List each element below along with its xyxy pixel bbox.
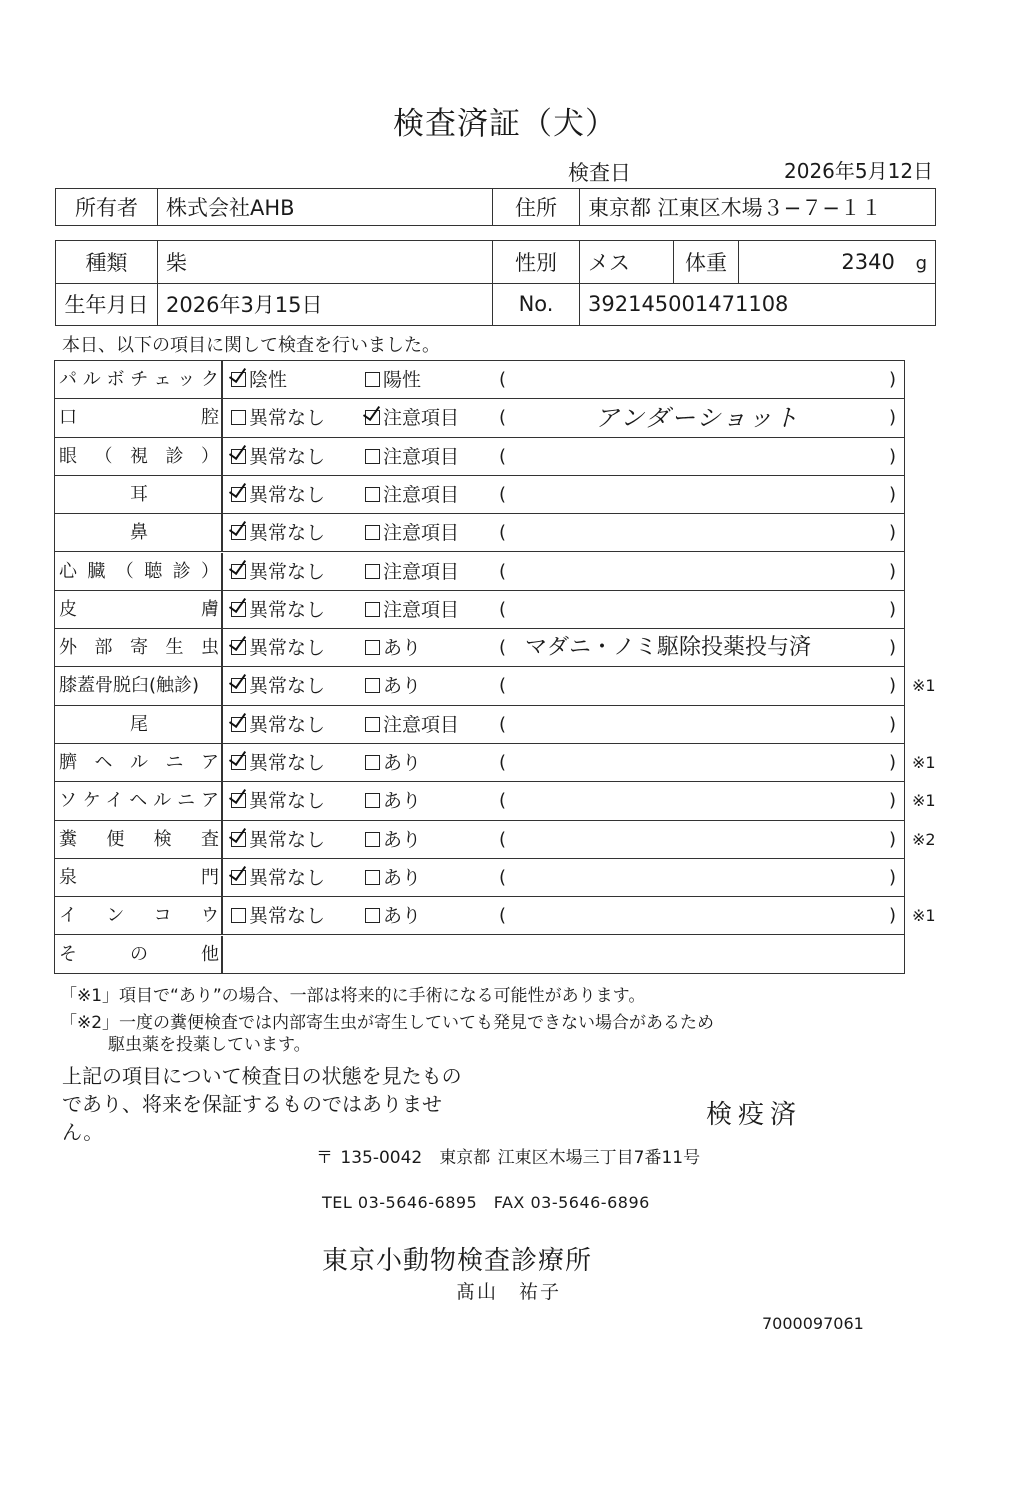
- option-label: 異常なし: [249, 752, 326, 774]
- note-open-paren: (: [499, 866, 507, 888]
- checked-box-icon[interactable]: [231, 870, 246, 885]
- inspection-row: [55, 821, 936, 859]
- column-divider: [221, 782, 223, 819]
- exam-date-value: 2026年5月12日: [784, 159, 934, 183]
- note-close-paren: ): [889, 866, 897, 888]
- option-first: [231, 476, 325, 514]
- row-label: [59, 859, 219, 897]
- inspection-row: [55, 361, 904, 399]
- checked-box-icon[interactable]: [231, 640, 246, 655]
- column-divider: [221, 361, 223, 398]
- option-second: [365, 782, 421, 820]
- certificate-title: 検査済証（犬）: [393, 106, 617, 142]
- checked-box-icon[interactable]: [231, 449, 246, 464]
- checked-box-icon[interactable]: [231, 832, 246, 847]
- option-first: [231, 361, 287, 399]
- row-label-start: 皮: [59, 598, 77, 620]
- owner-table: [55, 188, 936, 226]
- owner-label: 所有者: [56, 189, 158, 226]
- note-close-paren: ): [889, 598, 897, 620]
- intro-text: 本日、以下の項目に関して検査を行いました。: [62, 335, 440, 356]
- birth-label: 生年月日: [56, 283, 158, 326]
- inspection-row: [55, 782, 936, 820]
- option-label: 陽性: [383, 369, 422, 391]
- pet-table: [55, 240, 936, 326]
- note-close-paren: ): [889, 522, 897, 544]
- inspection-row: [55, 744, 936, 782]
- option-second: [365, 667, 421, 705]
- row-label: インコウ: [59, 905, 219, 927]
- breed-label: 種類: [56, 241, 158, 284]
- row-label: [59, 591, 219, 629]
- option-second: [365, 629, 421, 667]
- note-open-paren: (: [499, 407, 507, 429]
- column-divider: [221, 629, 223, 666]
- birth-value: 2026年3月15日: [158, 283, 493, 326]
- footnote-2-continued: 駆虫薬を投薬しています。: [108, 1035, 311, 1055]
- row-label-start: 泉: [59, 866, 77, 888]
- note-close-paren: ): [889, 828, 897, 850]
- footnote-2: 「※2」一度の糞便検査では内部寄生虫が寄生していても発見できない場合があるため: [60, 1013, 715, 1033]
- sex-label: 性別: [493, 241, 580, 284]
- option-label: 異常なし: [249, 445, 326, 468]
- footnote-1: 「※1」項目で“あり”の場合、一部は将来的に手術になる可能性があります。: [60, 986, 646, 1006]
- checked-box-icon[interactable]: [231, 525, 246, 540]
- option-second: [365, 361, 421, 399]
- note-open-paren: (: [499, 752, 507, 773]
- note-open-paren: (: [499, 560, 507, 582]
- option-label: 異常なし: [249, 866, 326, 889]
- row-label: 眼（視診）: [59, 445, 219, 467]
- row-label: パルボチェック: [59, 369, 219, 390]
- option-label: あり: [383, 828, 422, 851]
- option-label: あり: [383, 675, 422, 698]
- note-close-paren: ): [889, 445, 897, 467]
- exam-date-label: 検査日: [568, 161, 631, 185]
- row-label-start: 口: [59, 407, 77, 429]
- option-first: [231, 897, 325, 935]
- number-value: 392145001471108: [580, 283, 936, 326]
- inspection-row: [55, 514, 904, 552]
- inspection-row: [55, 897, 936, 935]
- note-open-paren: (: [499, 445, 507, 467]
- checkbox-icon[interactable]: [365, 793, 380, 808]
- option-first: [231, 782, 325, 820]
- option-label: 注意項目: [383, 407, 460, 430]
- veterinarian-name: 髙山 祐子: [456, 1281, 562, 1303]
- note-open-paren: (: [499, 369, 507, 390]
- option-first: [231, 514, 325, 552]
- inspection-row: [55, 399, 904, 437]
- column-divider: [221, 821, 223, 858]
- checked-box-icon[interactable]: [231, 487, 246, 502]
- column-divider: [221, 476, 223, 513]
- column-divider: [221, 399, 223, 436]
- inspection-row: [55, 629, 904, 667]
- note-open-paren: (: [499, 790, 507, 812]
- column-divider: [221, 591, 223, 628]
- option-label: 異常なし: [249, 713, 326, 736]
- note-close-paren: ): [889, 675, 897, 697]
- option-first: [231, 553, 325, 591]
- checkbox-icon[interactable]: [365, 717, 380, 732]
- option-second: [365, 514, 459, 552]
- footnote-mark: ※1: [912, 791, 936, 811]
- inspection-row: [55, 591, 904, 629]
- inspection-row: [55, 476, 904, 514]
- column-divider: [221, 667, 223, 704]
- checkbox-icon[interactable]: [365, 870, 380, 885]
- row-label: 膝蓋骨脱臼(触診): [59, 675, 200, 697]
- note-open-paren: (: [499, 522, 507, 544]
- option-second: [365, 553, 459, 591]
- option-label: 異常なし: [249, 598, 326, 621]
- checkbox-icon[interactable]: [365, 602, 380, 617]
- checkbox-icon[interactable]: [365, 564, 380, 579]
- column-divider: [221, 706, 223, 743]
- clinic-address: 〒 135-0042 東京都 江東区木場三丁目7番11号: [316, 1148, 701, 1168]
- checked-box-icon[interactable]: [231, 717, 246, 732]
- option-first: [231, 438, 325, 476]
- option-label: あり: [383, 866, 422, 889]
- note-open-paren: (: [499, 828, 507, 850]
- option-label: 陰性: [249, 369, 288, 391]
- checkbox-icon[interactable]: [365, 487, 380, 502]
- option-first: [231, 821, 325, 859]
- footnote-mark: ※1: [912, 753, 936, 772]
- row-label: 外部寄生虫: [59, 637, 219, 659]
- checkbox-icon[interactable]: [365, 908, 380, 923]
- option-second: [365, 821, 421, 859]
- checkbox-icon[interactable]: [365, 525, 380, 540]
- note-close-paren: ): [889, 483, 897, 505]
- inspection-row: [55, 936, 904, 974]
- column-divider: [221, 514, 223, 551]
- option-second: [365, 859, 421, 897]
- option-label: 異常なし: [249, 905, 326, 928]
- note-close-paren: ): [889, 752, 897, 773]
- checkbox-icon[interactable]: [231, 410, 246, 425]
- row-label: [59, 399, 219, 437]
- weight-cell: [739, 241, 936, 284]
- column-divider: [221, 438, 223, 475]
- option-label: あり: [383, 752, 422, 774]
- option-label: 注意項目: [383, 713, 460, 736]
- address-label: 住所: [493, 189, 580, 226]
- checkbox-icon[interactable]: [365, 678, 380, 693]
- note-open-paren: (: [499, 675, 507, 697]
- note-close-paren: ): [889, 713, 897, 735]
- option-label: 異常なし: [249, 560, 326, 583]
- sex-value: メス: [580, 241, 674, 284]
- footnote-mark: ※1: [912, 906, 936, 926]
- clinic-name: 東京小動物検査診療所: [322, 1246, 593, 1276]
- row-note: アンダーショット: [595, 404, 801, 433]
- checked-box-icon[interactable]: [231, 793, 246, 808]
- note-open-paren: (: [499, 598, 507, 620]
- footnote-mark: ※1: [912, 676, 936, 696]
- checkbox-icon[interactable]: [365, 449, 380, 464]
- note-open-paren: (: [499, 637, 507, 659]
- option-second: [365, 476, 459, 514]
- option-first: [231, 629, 325, 667]
- note-open-paren: (: [499, 483, 507, 505]
- row-label: 臍ヘルニア: [59, 752, 219, 773]
- checkbox-icon[interactable]: [365, 755, 380, 770]
- note-close-paren: ): [889, 790, 897, 812]
- note-open-paren: (: [499, 713, 507, 735]
- option-second: [365, 744, 421, 782]
- option-label: 異常なし: [249, 483, 326, 506]
- document-number: 7000097061: [762, 1314, 864, 1333]
- checkbox-icon[interactable]: [365, 832, 380, 847]
- inspection-row: [55, 553, 904, 591]
- note-close-paren: ): [889, 369, 897, 390]
- option-label: 注意項目: [383, 483, 460, 506]
- option-label: 注意項目: [383, 560, 460, 583]
- row-note: マダニ・ノミ駆除投薬投与済: [525, 635, 812, 661]
- breed-value: 柴: [158, 241, 493, 284]
- checked-box-icon[interactable]: [231, 372, 246, 387]
- owner-value: 株式会社AHB: [158, 189, 493, 226]
- disclaimer: 上記の項目について検査日の状態を見たものであり、将来を保証するものではありません。: [62, 1064, 462, 1144]
- quarantine-stamp: 検疫済: [706, 1100, 803, 1130]
- option-second: [365, 438, 459, 476]
- row-label: 鼻: [130, 522, 148, 544]
- option-first: [231, 744, 325, 782]
- checked-box-icon[interactable]: [231, 564, 246, 579]
- weight-value: 2340: [841, 249, 895, 274]
- option-label: あり: [383, 637, 422, 660]
- checkbox-icon[interactable]: [365, 640, 380, 655]
- weight-unit: g: [915, 252, 927, 274]
- note-open-paren: (: [499, 905, 507, 927]
- checkbox-icon[interactable]: [365, 372, 380, 387]
- option-first: [231, 706, 325, 744]
- option-second: [365, 706, 459, 744]
- option-label: 異常なし: [249, 407, 326, 430]
- column-divider: [221, 936, 223, 974]
- option-label: 注意項目: [383, 522, 460, 545]
- option-label: 異常なし: [249, 828, 326, 851]
- option-second: [365, 591, 459, 629]
- option-label: 異常なし: [249, 637, 326, 660]
- checked-box-icon[interactable]: [231, 602, 246, 617]
- row-label: 糞便検査: [59, 828, 219, 850]
- column-divider: [221, 859, 223, 896]
- option-first: [231, 859, 325, 897]
- option-label: 異常なし: [249, 522, 326, 545]
- option-label: あり: [383, 790, 422, 813]
- row-label-end: 膚: [201, 598, 219, 620]
- weight-label: 体重: [674, 241, 739, 284]
- column-divider: [221, 897, 223, 934]
- row-label-end: 門: [201, 866, 219, 888]
- row-label: 尾: [130, 713, 148, 735]
- option-label: 異常なし: [249, 675, 326, 698]
- note-close-paren: ): [889, 560, 897, 582]
- option-label: 注意項目: [383, 598, 460, 621]
- clinic-contact: TEL 03-5646-6895 FAX 03-5646-6896: [322, 1193, 650, 1212]
- option-second: [365, 399, 459, 437]
- number-label: No.: [493, 283, 580, 326]
- note-close-paren: ): [889, 407, 897, 429]
- row-label: 心臓（聴診）: [59, 560, 219, 582]
- row-label: ソケイヘルニア: [59, 790, 219, 812]
- inspection-grid: [54, 360, 936, 974]
- column-divider: [221, 553, 223, 590]
- inspection-row: [55, 438, 904, 476]
- option-label: 異常なし: [249, 790, 326, 813]
- address-value: 東京都 江東区木場３−７−１１: [580, 189, 936, 226]
- note-close-paren: ): [889, 905, 897, 927]
- inspection-row: [55, 667, 936, 705]
- checkbox-icon[interactable]: [231, 908, 246, 923]
- column-divider: [221, 744, 223, 781]
- inspection-row: [55, 706, 904, 744]
- option-second: [365, 897, 421, 935]
- option-first: [231, 591, 325, 629]
- option-first: [231, 667, 325, 705]
- row-label-end: 腔: [201, 407, 219, 429]
- option-label: あり: [383, 905, 422, 928]
- option-first: [231, 399, 325, 437]
- checked-box-icon[interactable]: [365, 410, 380, 425]
- row-label: 耳: [130, 483, 148, 505]
- inspection-row: [55, 859, 904, 897]
- option-label: 注意項目: [383, 445, 460, 468]
- note-close-paren: ): [889, 637, 897, 659]
- footnote-mark: ※2: [912, 829, 936, 849]
- checked-box-icon[interactable]: [231, 755, 246, 770]
- row-label: その他: [59, 943, 219, 965]
- checked-box-icon[interactable]: [231, 678, 246, 693]
